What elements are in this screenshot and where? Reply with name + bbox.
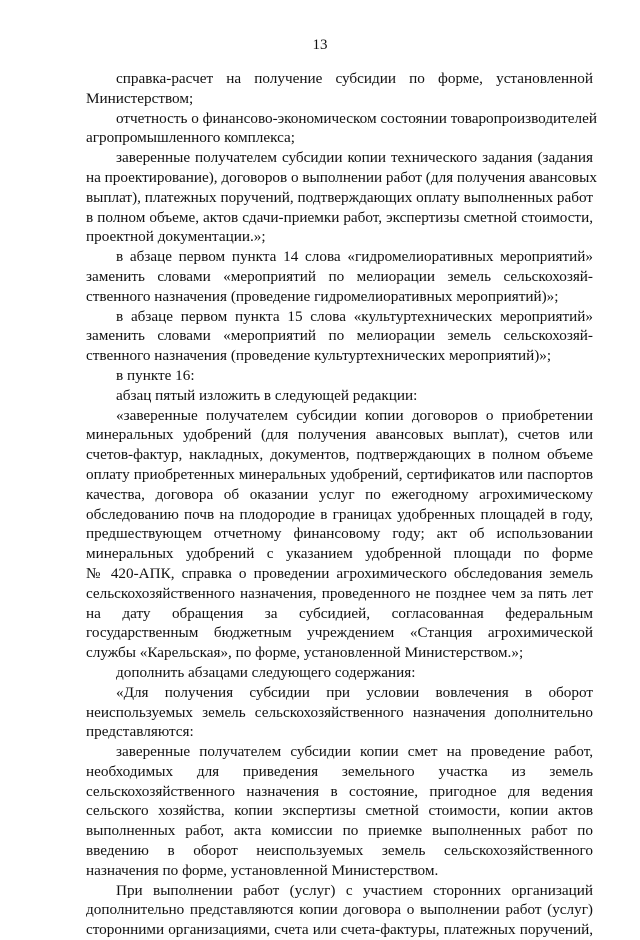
text-line: в абзаце первом пункта 14 слова «гидромелиоративных мероприятий» (116, 248, 593, 266)
text-line: обследованию почв на плодородие в границах удобренных площадей в году, (86, 505, 593, 523)
text-line: № 420-АПК, справка о проведении агрохимического обследования земель (86, 564, 593, 582)
text-line: счетов-фактур, накладных, документов, подтверждающих в полном объеме (86, 446, 593, 464)
text-line: выплат), платежных поручений, подтверждающих оплату выполненных работ (86, 188, 593, 206)
text-line: в пункте 16: (116, 366, 195, 384)
document-body (86, 69, 597, 940)
text-line: сторонними организациями, счета или счета-фактуры, платежных поручений, (86, 921, 593, 939)
text-line: необходимых для приведения земельного участка из земель (86, 762, 593, 780)
text-line: абзац пятый изложить в следующей редакции: (116, 386, 418, 404)
text-line: сельскохозяйственного назначения, проведенного не позднее чем за пять лет (86, 584, 593, 602)
text-line: на дату обращения за субсидией, согласованная федеральным (86, 604, 593, 622)
text-line: дополнить абзацами следующего содержания: (116, 663, 416, 681)
text-line: ственного назначения (проведение культуртехнических мероприятий)»; (86, 347, 552, 365)
text-line: справка-расчет на получение субсидии по форме, установленной (116, 70, 593, 87)
text-line: заверенные получателем субсидии копии смет на проведение работ, (116, 743, 593, 761)
text-line: заменить словами «мероприятий по мелиорации земель сельскохозяй- (86, 327, 593, 345)
text-line: в полном объеме, актов сдачи-приемки работ, экспертизы сметной стоимости, (86, 208, 593, 226)
text-line: на проектирование), договоров о выполнении работ (для получения авансовых (86, 168, 597, 186)
text-line: дополнительно представляются копии договора о выполнении работ (услуг) (86, 901, 593, 919)
text-line: заменить словами «мероприятий по мелиорации земель сельскохозяй- (86, 267, 593, 285)
text-line: минеральных удобрений с указанием удобренной площади по форме (86, 545, 593, 563)
text-line: введению в оборот неиспользуемых земель сельскохозяйственного (86, 842, 593, 860)
text-line: «заверенные получателем субсидии копии договоров о приобретении (116, 406, 593, 424)
text-line: неиспользуемых земель сельскохозяйственного назначения дополнительно (86, 703, 593, 721)
text-line: «Для получения субсидии при условии вовлечения в оборот (116, 683, 593, 701)
text-line: При выполнении работ (услуг) с участием сторонних организаций (116, 881, 593, 899)
text-line: агропромышленного комплекса; (86, 129, 295, 147)
text-line: качества, договора об оказании услуг по ежегодному агрохимическому (86, 485, 593, 503)
text-line: оплату приобретенных минеральных удобрений, сертификатов или паспортов (86, 465, 593, 483)
text-line: заверенные получателем субсидии копии технического задания (задания (116, 149, 593, 167)
text-line: службы «Карельская», по форме, установленной Министерством.»; (86, 644, 524, 662)
text-line: проектной документации.»; (86, 228, 266, 246)
text-line: представляются: (86, 723, 194, 741)
text-line: выполненных работ, акта комиссии по приемке выполненных работ по (86, 822, 593, 840)
text-line: сельского хозяйства, копии экспертизы сметной стоимости, копии актов (86, 802, 593, 820)
page-number: 13 (312, 37, 328, 53)
text-line: государственным бюджетным учреждением «Станция агрохимической (86, 624, 593, 642)
text-line: предшествующем отчетному финансовому году; акт об использовании (86, 525, 593, 543)
text-line: в абзаце первом пункта 15 слова «культуртехнических мероприятий» (116, 307, 593, 325)
text-line: минеральных удобрений (для получения авансовых выплат), счетов или (86, 426, 593, 444)
text-line: Министерством; (86, 89, 194, 107)
text-line: сельскохозяйственного назначения в состояние, пригодное для ведения (86, 782, 593, 800)
text-line: ственного назначения (проведение гидромелиоративных мероприятий)»; (86, 287, 559, 305)
text-line: назначения по форме, установленной Министерством. (86, 861, 439, 879)
text-line: отчетность о финансово-экономическом состоянии товаропроизводителей (116, 109, 597, 127)
